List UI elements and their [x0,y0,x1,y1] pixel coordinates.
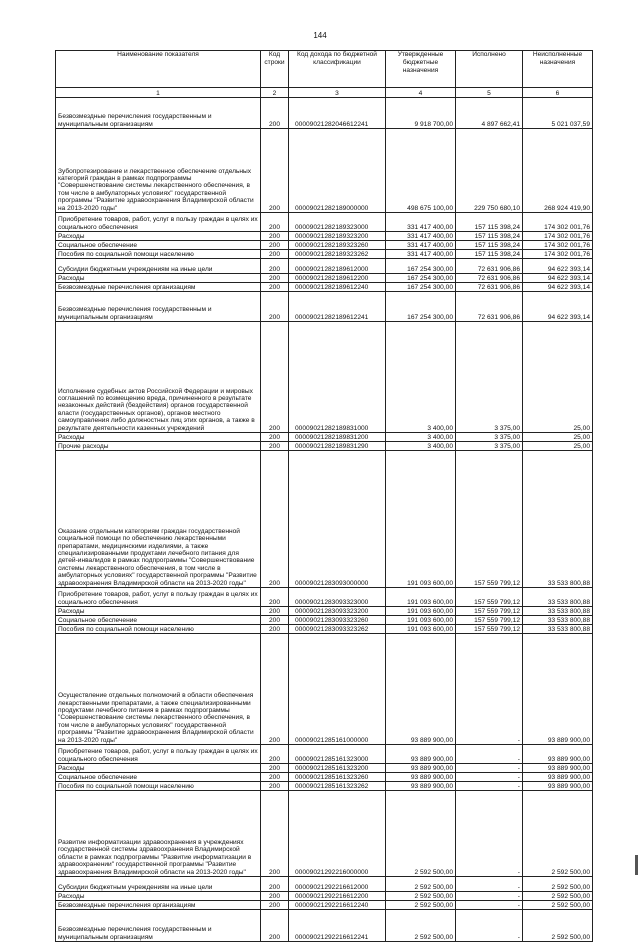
row-unexecuted: 94 622 393,14 [523,283,593,292]
table-row [56,129,593,213]
header-number: 5 [456,88,523,98]
table-row [56,910,593,942]
row-executed: 3 375,00 [456,322,523,433]
row-unexecuted: 174 302 001,76 [523,250,593,259]
row-approved: 191 093 600,00 [386,588,456,607]
table-row [56,764,593,773]
row-code: 200 [261,292,289,322]
row-kbk: 00009021285161323260 [289,773,386,782]
row-kbk: 00009021283093323000 [289,588,386,607]
row-approved: 167 254 300,00 [386,274,456,283]
table-row [56,232,593,241]
row-unexecuted: 33 533 800,88 [523,588,593,607]
row-executed: - [456,910,523,942]
row-approved: 167 254 300,00 [386,292,456,322]
row-name: Социальное обеспечение [56,773,261,782]
row-code: 200 [261,877,289,892]
row-executed: 157 559 799,12 [456,607,523,616]
row-unexecuted: 94 622 393,14 [523,292,593,322]
row-approved: 93 889 900,00 [386,782,456,791]
row-code: 200 [261,259,289,274]
row-executed: 72 631 906,86 [456,259,523,274]
header-name: Наименование показателя [56,51,261,88]
row-approved: 191 093 600,00 [386,616,456,625]
table-row [56,442,593,451]
row-unexecuted: 93 889 900,00 [523,773,593,782]
row-kbk: 00009021282189323262 [289,250,386,259]
row-name: Приобретение товаров, работ, услуг в пользу граждан в целях их социального обеспечения [56,213,261,232]
row-executed: - [456,791,523,877]
table-row [56,745,593,764]
row-name: Пособия по социальной помощи населению [56,250,261,259]
row-code: 200 [261,616,289,625]
row-approved: 93 889 900,00 [386,773,456,782]
row-approved: 2 592 500,00 [386,910,456,942]
row-unexecuted: 174 302 001,76 [523,232,593,241]
row-approved: 331 417 400,00 [386,241,456,250]
row-name: Расходы [56,274,261,283]
table-row [56,292,593,322]
budget-report-table [55,50,593,942]
row-approved: 9 918 700,00 [386,98,456,129]
row-code: 200 [261,588,289,607]
row-unexecuted: 93 889 900,00 [523,782,593,791]
row-code: 200 [261,773,289,782]
row-unexecuted: 174 302 001,76 [523,241,593,250]
row-kbk: 00009021285161323200 [289,764,386,773]
row-approved: 2 592 500,00 [386,877,456,892]
row-code: 200 [261,451,289,588]
row-kbk: 00009021285161000000 [289,634,386,745]
row-name: Безвозмездные перечисления государственным и муниципальным организациям [56,292,261,322]
row-name: Исполнение судебных актов Российской Федерации и мировых соглашений по возмещению вреда, причиненного в результате незаконных действий (бездействия) органов государственной власти (государственных органов), органов местного самоуправления либо должностных лиц этих органов, а также в результате деятельности казенных учреждений [56,322,261,433]
row-code: 200 [261,442,289,451]
row-name: Безвозмездные перечисления государственным и муниципальным организациям [56,910,261,942]
table-row [56,98,593,129]
row-approved: 3 400,00 [386,322,456,433]
header-kbk: Код дохода по бюджетной классификации [289,51,386,88]
row-kbk: 00009021285161323000 [289,745,386,764]
row-code: 200 [261,607,289,616]
table-row [56,451,593,588]
header-code: Код строки [261,51,289,88]
row-kbk: 00009021282189612240 [289,283,386,292]
row-unexecuted: 33 533 800,88 [523,451,593,588]
row-executed: 157 115 398,24 [456,213,523,232]
row-name: Оказание отдельным категориям граждан государственной социальной помощи по обеспечению лекарственными препаратами, медицинскими изделиями, а также специализированными продуктами лечебного питания для детей-инвалидов в рамках подпрограммы "Совершенствование системы лекарственного обеспечения, в том числе в амбулаторных условиях" государственной программы "Развитие здравоохранения Владимирской области на 2013-2020 годы" [56,451,261,588]
row-name: Приобретение товаров, работ, услуг в пользу граждан в целях их социального обеспечения [56,745,261,764]
table-row [56,616,593,625]
row-executed: - [456,634,523,745]
page-number: 144 [313,31,327,40]
row-kbk: 00009021285161323262 [289,782,386,791]
row-unexecuted: 33 533 800,88 [523,616,593,625]
row-name: Субсидии бюджетным учреждениям на иные цели [56,259,261,274]
row-executed: - [456,901,523,910]
row-executed: 157 559 799,12 [456,588,523,607]
row-kbk: 00009021283093323260 [289,616,386,625]
row-approved: 331 417 400,00 [386,213,456,232]
row-code: 200 [261,213,289,232]
row-kbk: 00009021282189612241 [289,292,386,322]
row-code: 200 [261,634,289,745]
table-row [56,588,593,607]
row-code: 200 [261,782,289,791]
row-kbk: 00009021282189612000 [289,259,386,274]
row-approved: 2 592 500,00 [386,901,456,910]
header-number: 6 [523,88,593,98]
row-executed: - [456,782,523,791]
row-kbk: 00009021283093000000 [289,451,386,588]
row-executed: 3 375,00 [456,442,523,451]
header-approved: Утвержденные бюджетные назначения [386,51,456,88]
header-executed: Исполнено [456,51,523,88]
row-unexecuted: 2 592 500,00 [523,901,593,910]
table-row [56,901,593,910]
row-unexecuted: 25,00 [523,442,593,451]
table-row [56,283,593,292]
row-name: Расходы [56,433,261,442]
row-executed: 72 631 906,86 [456,283,523,292]
row-name: Безвозмездные перечисления государственным и муниципальным организациям [56,98,261,129]
row-unexecuted: 268 924 419,90 [523,129,593,213]
table-row [56,433,593,442]
row-name: Субсидии бюджетным учреждениям на иные цели [56,877,261,892]
table-row [56,274,593,283]
header-number: 3 [289,88,386,98]
row-kbk: 00009021283093323262 [289,625,386,634]
row-name: Расходы [56,892,261,901]
header-number: 2 [261,88,289,98]
row-executed: 72 631 906,86 [456,274,523,283]
row-unexecuted: 25,00 [523,322,593,433]
row-executed: 157 115 398,24 [456,241,523,250]
row-code: 200 [261,274,289,283]
row-kbk: 00009021292216612200 [289,892,386,901]
table-row [56,250,593,259]
row-unexecuted: 93 889 900,00 [523,745,593,764]
table-row [56,259,593,274]
table-row [56,877,593,892]
row-unexecuted: 93 889 900,00 [523,764,593,773]
row-approved: 167 254 300,00 [386,259,456,274]
row-name: Безвозмездные перечисления организациям [56,901,261,910]
row-executed: - [456,892,523,901]
row-executed: 157 115 398,24 [456,232,523,241]
table-row [56,322,593,433]
row-unexecuted: 33 533 800,88 [523,607,593,616]
table-row [56,773,593,782]
table-row [56,625,593,634]
table-row [56,213,593,232]
row-approved: 498 675 100,00 [386,129,456,213]
row-kbk: 00009021282189323260 [289,241,386,250]
row-code: 200 [261,901,289,910]
row-kbk: 00009021282189831000 [289,322,386,433]
row-code: 200 [261,283,289,292]
row-executed: 157 559 799,12 [456,625,523,634]
row-approved: 191 093 600,00 [386,625,456,634]
row-executed: 157 115 398,24 [456,250,523,259]
row-approved: 3 400,00 [386,442,456,451]
row-name: Социальное обеспечение [56,241,261,250]
row-name: Развитие информатизации здравоохранения в учреждениях государственной системы здравоохранения Владимирской области в рамках подпрограммы "Развитие информатизации в здравоохранении" государственной программы "Развитие здравоохранения Владимирской области на 2013-2020 годы" [56,791,261,877]
row-code: 200 [261,129,289,213]
row-executed: - [456,764,523,773]
row-code: 200 [261,232,289,241]
row-unexecuted: 33 533 800,88 [523,625,593,634]
row-name: Прочие расходы [56,442,261,451]
row-executed: 157 559 799,12 [456,451,523,588]
row-kbk: 00009021282046612241 [289,98,386,129]
row-name: Расходы [56,232,261,241]
row-unexecuted: 2 592 500,00 [523,910,593,942]
row-name: Осуществление отдельных полномочий в области обеспечения лекарственными препаратами, а также специализированными продуктами лечебного питания в рамках подпрограммы "Совершенствование системы лекарственного обеспечения, в том числе в амбулаторных условиях" государственной программы "Развитие здравоохранения Владимирской области на 2013-2020 годы" [56,634,261,745]
row-unexecuted: 2 592 500,00 [523,791,593,877]
row-approved: 191 093 600,00 [386,451,456,588]
row-executed: 72 631 906,86 [456,292,523,322]
row-kbk: 00009021282189323000 [289,213,386,232]
row-approved: 167 254 300,00 [386,283,456,292]
row-approved: 93 889 900,00 [386,764,456,773]
row-unexecuted: 93 889 900,00 [523,634,593,745]
row-code: 200 [261,892,289,901]
row-name: Социальное обеспечение [56,616,261,625]
row-unexecuted: 2 592 500,00 [523,877,593,892]
row-approved: 331 417 400,00 [386,232,456,241]
row-code: 200 [261,433,289,442]
row-name: Приобретение товаров, работ, услуг в пользу граждан в целях их социального обеспечения [56,588,261,607]
table-row [56,607,593,616]
row-kbk: 00009021282189612200 [289,274,386,283]
header-number: 4 [386,88,456,98]
row-kbk: 00009021282189000000 [289,129,386,213]
row-unexecuted: 2 592 500,00 [523,892,593,901]
row-executed: 157 559 799,12 [456,616,523,625]
row-unexecuted: 25,00 [523,433,593,442]
table-row [56,782,593,791]
table-row [56,241,593,250]
row-name: Пособия по социальной помощи населению [56,625,261,634]
row-kbk: 00009021282189831290 [289,442,386,451]
row-name: Расходы [56,764,261,773]
header-row [56,51,593,88]
row-executed: - [456,773,523,782]
row-kbk: 00009021292216000000 [289,791,386,877]
header-number: 1 [56,88,261,98]
row-kbk: 00009021283093323200 [289,607,386,616]
header-unexecuted: Неисполненные назначения [523,51,593,88]
row-kbk: 00009021292216612000 [289,877,386,892]
table-row [56,791,593,877]
row-kbk: 00009021292216612240 [289,901,386,910]
header-number-row [56,88,593,98]
row-executed: - [456,877,523,892]
row-approved: 93 889 900,00 [386,634,456,745]
row-kbk: 00009021282189831200 [289,433,386,442]
row-code: 200 [261,910,289,942]
row-executed: 4 897 662,41 [456,98,523,129]
row-approved: 2 592 500,00 [386,892,456,901]
row-code: 200 [261,791,289,877]
row-approved: 2 592 500,00 [386,791,456,877]
row-unexecuted: 174 302 001,76 [523,213,593,232]
row-name: Расходы [56,607,261,616]
row-code: 200 [261,745,289,764]
row-code: 200 [261,322,289,433]
row-name: Зубопротезирование и лекарственное обеспечение отдельных категорий граждан в рамках подпрограммы "Совершенствование системы лекарственного обеспечения, в том числе в амбулаторных условиях" государственной программы "Развитие здравоохранения Владимирской области на 2013-2020 годы" [56,129,261,213]
row-unexecuted: 94 622 393,14 [523,259,593,274]
row-code: 200 [261,764,289,773]
row-unexecuted: 94 622 393,14 [523,274,593,283]
row-approved: 3 400,00 [386,433,456,442]
row-executed: - [456,745,523,764]
table-row [56,892,593,901]
row-code: 200 [261,241,289,250]
row-name: Безвозмездные перечисления организациям [56,283,261,292]
row-code: 200 [261,625,289,634]
row-code: 200 [261,98,289,129]
row-kbk: 00009021282189323200 [289,232,386,241]
table-row [56,634,593,745]
row-kbk: 00009021292216612241 [289,910,386,942]
row-approved: 191 093 600,00 [386,607,456,616]
scan-edge-mark [635,855,638,875]
row-executed: 229 750 680,10 [456,129,523,213]
row-approved: 331 417 400,00 [386,250,456,259]
row-name: Пособия по социальной помощи населению [56,782,261,791]
row-executed: 3 375,00 [456,433,523,442]
row-unexecuted: 5 021 037,59 [523,98,593,129]
row-approved: 93 889 900,00 [386,745,456,764]
row-code: 200 [261,250,289,259]
